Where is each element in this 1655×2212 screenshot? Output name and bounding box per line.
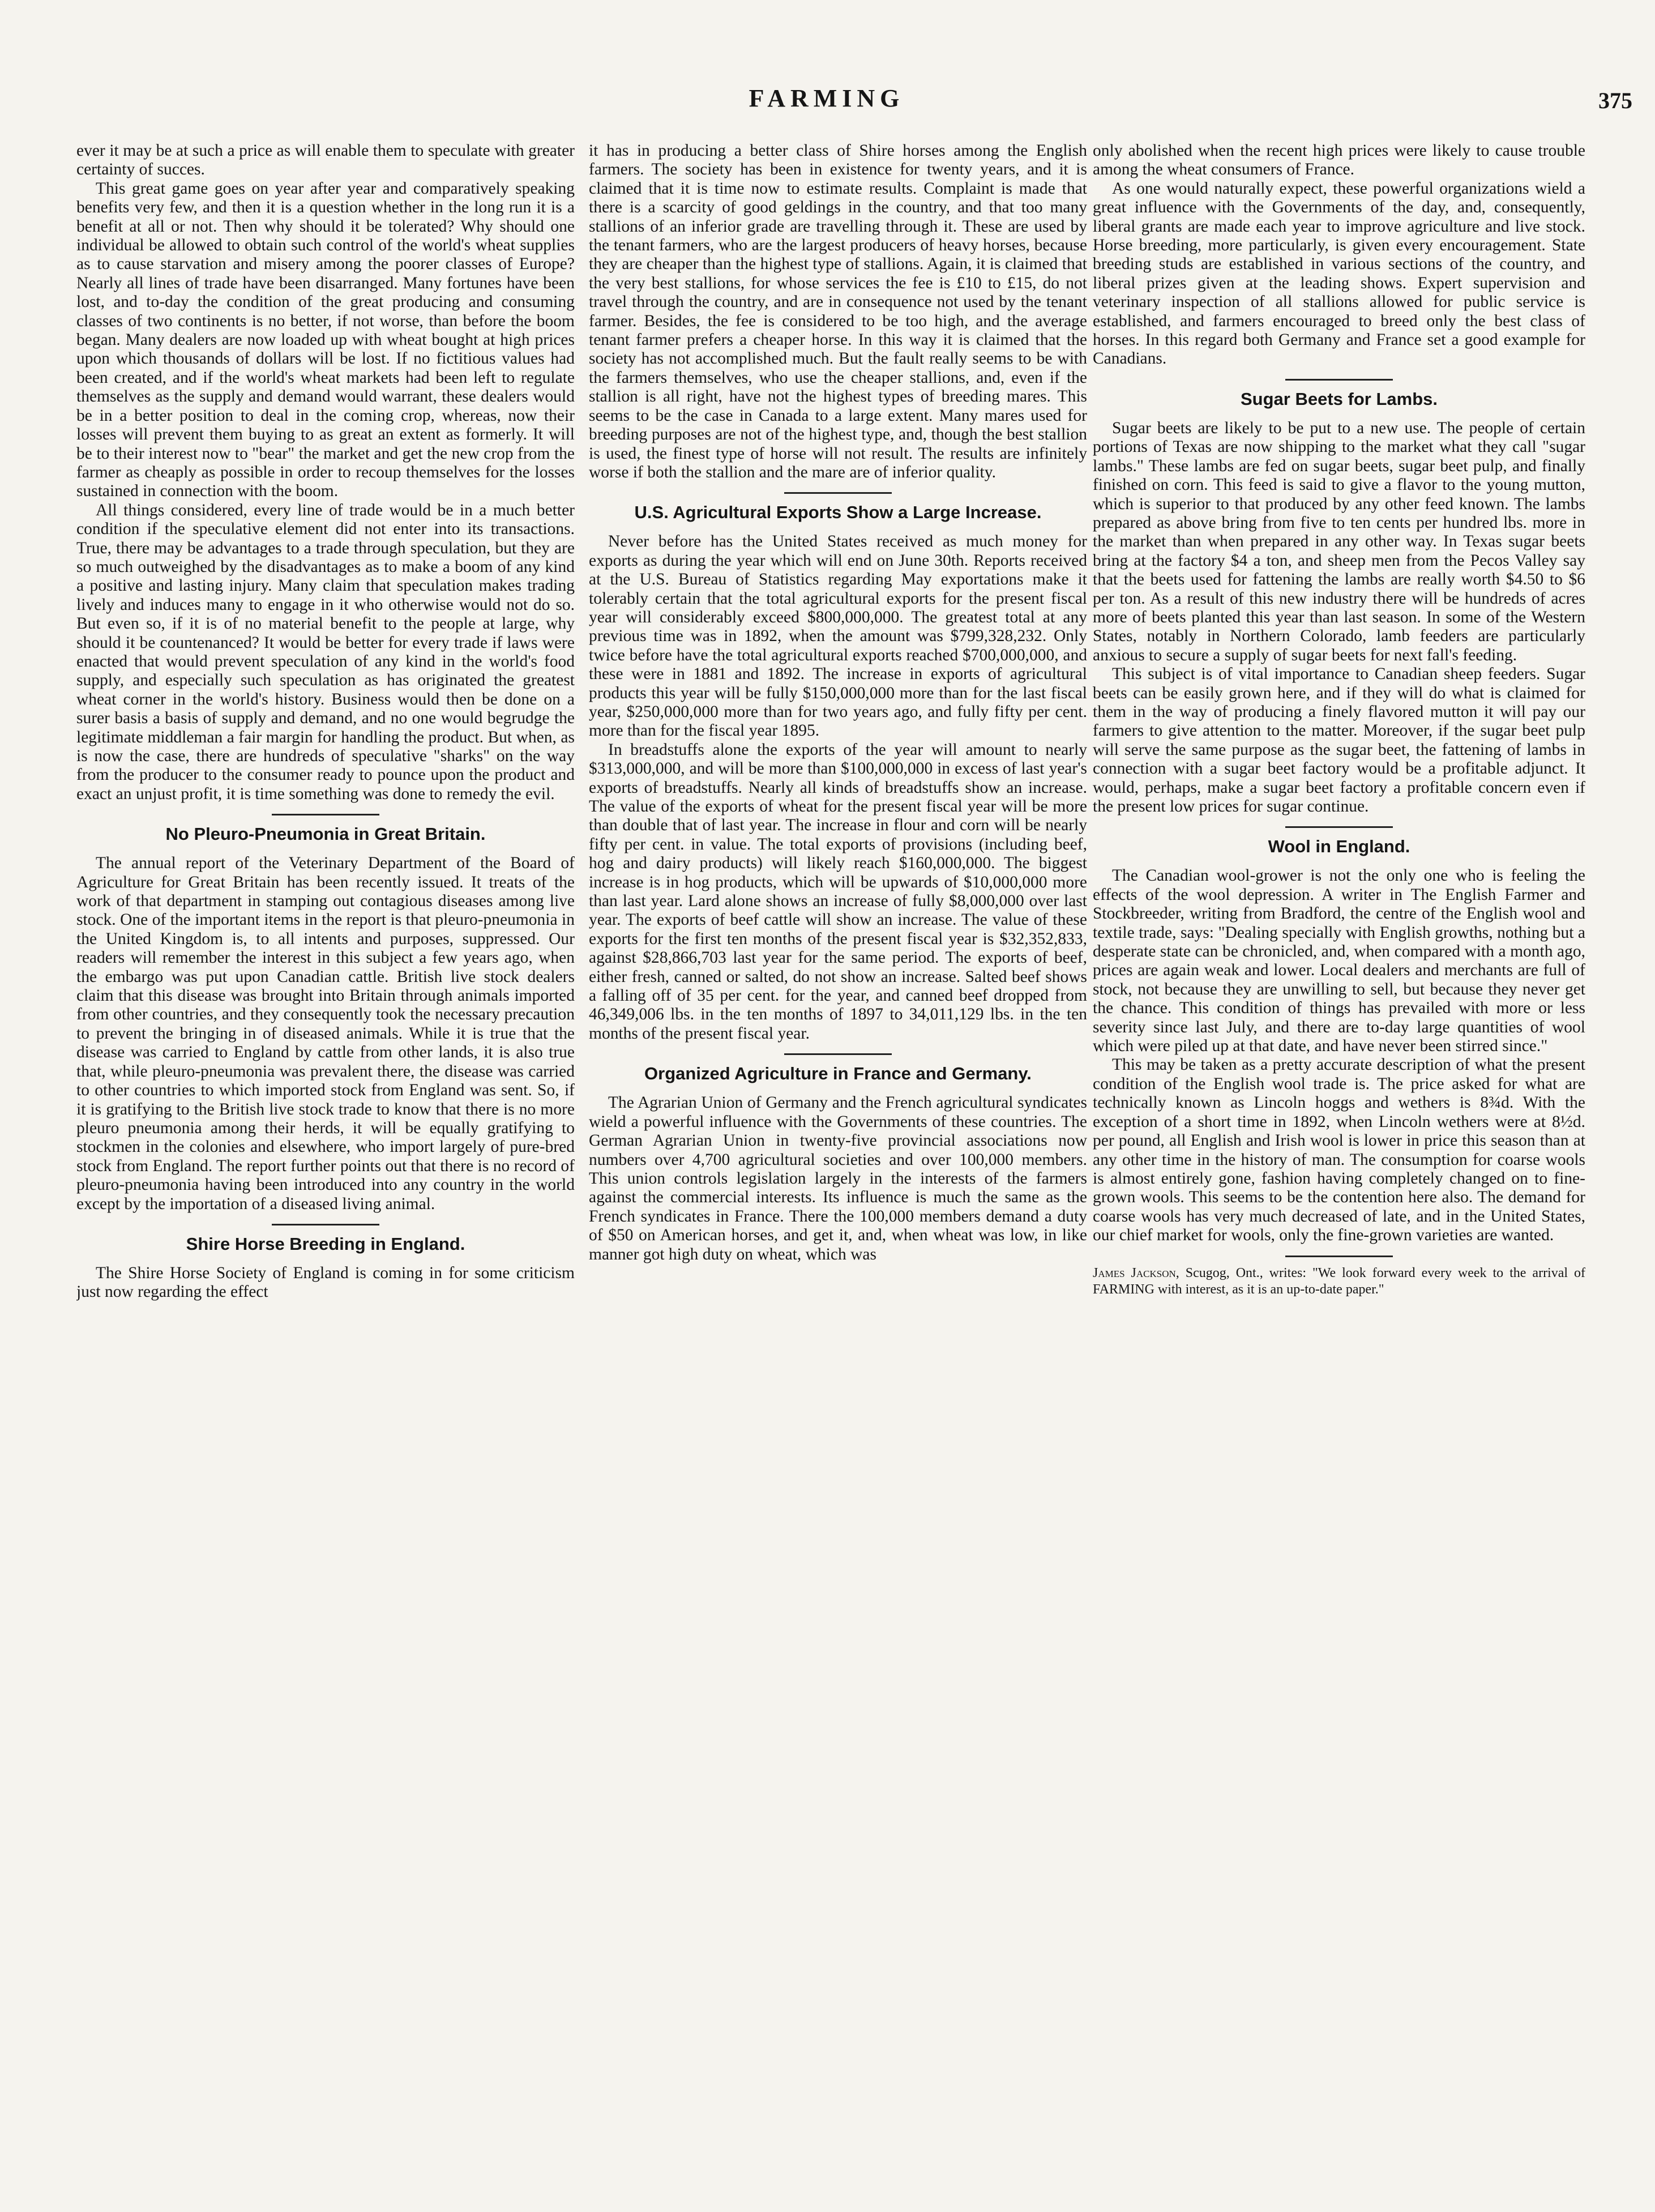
column-2 [589, 142, 1087, 2175]
article-paragraph: The Canadian wool-grower is not the only one who is feeling the effects of the wool depression. A writer in The English Farmer and Stockbreeder, writing from Bradford, the centre of the English wool and textile trade, says: "Dealing specially with English growths, nothing but a desperate state can be chronicled, and, when compared with a month ago, prices are again weak and lower. Local dealers and merchants are full of stock, not because they are unwilling to sell, but because they never get the chance. This condition of things has prevailed with more or less severity since last July, and there are to-day large quantities of wool which were piled up at that date, and have never been stirred since." [1093, 866, 1585, 1056]
article-headline: Organized Agriculture in France and Germany. [644, 1064, 1032, 1084]
article-paragraph: This may be taken as a pretty accurate description of what the present condition of the English wool trade is. The price asked for what are technically known as Lincoln hoggs and wethers is 8¾d. With the exception of a short time in 1892, when Lincoln wethers were at 8½d. per pound, all English and Irish wool is lower in price this season than at any other time in the history of man. The consumption for coarse wools is almost entirely gone, fashion having completely changed on to fine-grown wools. This seems to be the contention here also. The demand for coarse wools has very much decreased of late, and in the United States, our chief market for wools, only the fine-grown varieties are wanted. [1093, 1056, 1585, 1245]
article-headline: Shire Horse Breeding in England. [186, 1233, 465, 1254]
article-paragraph: only abolished when the recent high prices were likely to cause trouble among the wheat consumers of France. [1093, 142, 1585, 179]
article-paragraph: Never before has the United States received as much money for exports as during the year which will end on June 30th. Reports received at the U.S. Bureau of Statistics regarding May exportations make it tolerably certain that the total agricultural exports for the present fiscal year will considerably exceed $800,000,000. The greatest total at any previous time was in 1892, when the amount was $799,328,232. Only twice before have the total agricultural exports reached $700,000,000, and these were in 1881 and 1892. The increase in exports of agricultural products this year will be fully $150,000,000 more than for the last fiscal year, $250,000,000 more than for two years ago, and fully fifty per cent. more than for the fiscal year 1895. [589, 532, 1087, 740]
column-3 [1093, 142, 1585, 2175]
section-divider [1285, 826, 1393, 828]
article-paragraph: All things considered, every line of trade would be in a much better condition if the speculative element did not enter into its transactions. True, there may be advantages to a trade through speculation, but they are so much outweighed by the disadvantages as to make a boom of any kind a positive and lasting injury. Many claim that speculation makes trading lively and induces many to engage in it who otherwise would not do so. But even so, if it is of no material benefit to the people at large, why should it be countenanced? It would be better for every trade if laws were enacted that would prevent speculation of any kind in the world's food supply, and especially such speculation as has originated the greatest wheat corner in the world's history. Business would then be done on a surer basis a basis of supply and demand, and no one would begrudge the legitimate middleman a fair margin for handling the product. But when, as is now the case, there are hundreds of speculative "sharks" on the way from the producer to the consumer ready to pounce upon the product and exact an unjust profit, it is time something was done to remedy the evil. [76, 501, 575, 803]
reader-letter [1093, 1265, 1585, 1298]
article-headline: No Pleuro-Pneumonia in Great Britain. [165, 824, 486, 844]
article-headline: Sugar Beets for Lambs. [1241, 388, 1438, 409]
article-paragraph: it has in producing a better class of Shire horses among the English farmers. The society has been in existence for twenty years, and it is claimed that it is time now to estimate results. Complaint is made that there is a scarcity of good geldings in the country, and that too many stallions of an inferior grade are travelling through it. These are used by the tenant farmers, who are the largest producers of heavy horses, because they are cheaper than the highest type of stallions. Again, it is claimed that the very best stallions, for whose services the fee is £10 to £15, do not travel through the country, and are in consequence not used by the tenant farmer. Besides, the fee is considered to be too high, and the average tenant farmer prefers a cheaper horse. In this way it is claimed that the society has not accomplished much. But the fault really seems to be with the farmers themselves, who use the cheaper stallions, and, even if the stallion is all right, have not the highest types of breeding mares. This seems to be the case in Canada to a large extent. Many mares used for breeding purposes are not of the highest type, and, though the best stallion is used, the finest type of horse will not result. The results are infinitely worse if both the stallion and the mare are of inferior quality. [589, 142, 1087, 481]
section-divider [784, 1053, 892, 1055]
section-divider [784, 492, 892, 494]
article-paragraph: This great game goes on year after year and comparatively speaking benefits very few, and then it is a question whether in the long run it is a benefit at all or not. Then why should it be tolerated? Why should one individual be allowed to obtain such control of the world's wheat supplies as to cause starvation and misery among the poorer classes of Europe? Nearly all lines of trade have been disarranged. Many fortunes have been lost, and to-day the condition of the great producing and consuming classes of two continents is no better, if not worse, than before the boom began. Many dealers are now loaded up with wheat bought at high prices upon which thousands of dollars will be lost. If no fictitious values had been created, and if the world's wheat markets had been left to regulate themselves as the supply and demand would warrant, these dealers would be in a better position to deal in the coming crop, whereas, now their losses will prevent them buying to as great an extent as formerly. It will be to their interest now to "bear" the market and get the new crop from the farmer as cheaply as possible in order to recoup themselves for the losses sustained in connection with the boom. [76, 179, 575, 501]
article-paragraph: Sugar beets are likely to be put to a new use. The people of certain portions of Texas are now shipping to the market what they call "sugar lambs." These lambs are fed on sugar beets, sugar beet pulp, and finally finished on corn. This feed is said to give a flavor to the young mutton, which is superior to that produced by any other feed known. The lambs prepared as above bring from five to ten cents per hundred lbs. more in the market than when prepared in any other way. In Texas sugar beets bring at the factory $4 a ton, and sheep men from the Pecos Valley say that the beets used for fattening the lambs are really worth $4.50 to $6 per ton. As a result of this new industry there will be hundreds of acres more of beets planted this year than last season. In some of the Western States, notably in Northern Colorado, lamb feeders are particularly anxious to secure a supply of sugar beets for next fall's feeding. [1093, 419, 1585, 664]
article-paragraph: ever it may be at such a price as will enable them to speculate with greater certainty of succes. [76, 142, 575, 179]
letter-text: , Scugog, Ont., writes: "We look forward every week to the arrival of FARMING with interest, as it is an up-to-date paper." [1093, 1265, 1585, 1297]
article-paragraph: The Shire Horse Society of England is coming in for some criticism just now regarding the effect [76, 1263, 575, 1301]
article-paragraph: In breadstuffs alone the exports of the year will amount to nearly $313,000,000, and will be more than $100,000,000 in excess of last year's exports of breadstuffs. Nearly all kinds of breadstuffs show an increase. The value of the exports of wheat for the present fiscal year will be more than double that of last year. The increase in flour and corn will be nearly fifty per cent. in value. The total exports of provisions (including beef, hog and dairy products) will likely reach $160,000,000. The biggest increase is in hog products, which will be upwards of $10,000,000 more than last year. Lard alone shows an increase of fully $8,000,000 over last year. The exports of beef cattle will show an increase. The value of these exports for the first ten months of the present fiscal year is $32,352,833, against $28,866,703 last year for the same period. The exports of beef, either fresh, canned or salted, do not show an increase. Salted beef shows a falling off of 35 per cent. for the year, and canned beef dropped from 46,349,006 lbs. in the ten months of 1897 to 34,011,129 lbs. in the ten months of the present fiscal year. [589, 740, 1087, 1043]
section-divider [1285, 379, 1393, 381]
letter-author: James Jackson [1093, 1265, 1176, 1280]
article-paragraph: As one would naturally expect, these powerful organizations wield a great influence with the Governments of the day, and, consequently, liberal grants are made each year to improve agriculture and live stock. Horse breeding, more particularly, is given every encouragement. State breeding studs are established in various sections of the country, and liberal prizes given at the leading shows. Expert supervision and veterinary inspection of all stallions allowed for public service is established, and farmers encouraged to breed only the best class of horses. In this regard both Germany and France set a good example for Canadians. [1093, 179, 1585, 368]
running-head [0, 84, 1655, 123]
article-headline: Wool in England. [1268, 836, 1410, 857]
page-number: 375 [1598, 88, 1632, 113]
masthead: FARMING [749, 84, 905, 112]
article-paragraph: This subject is of vital importance to Canadian sheep feeders. Sugar beets can be easily grown here, and if they will do what is claimed for them in the way of producing a finely flavored mutton it will pay our farmers to give attention to the matter. Moreover, if the sugar beet pulp will serve the same purpose as the sugar beet, the fattening of lambs in connection with a sugar beet factory would be a profitable adjunct. It would, perhaps, make a sugar beet factory a profitable concern even if the present low prices for sugar continue. [1093, 665, 1585, 815]
section-divider [272, 1224, 379, 1225]
article-paragraph: The annual report of the Veterinary Department of the Board of Agriculture for Great Britain has been recently issued. It treats of the work of that department in stamping out contagious diseases among live stock. One of the important items in the report is that pleuro-pneumonia in the United Kingdom is, to all intents and purposes, suppressed. Our readers will remember the interest in this subject a few years ago, when the embargo was put upon Canadian cattle. British live stock dealers claim that this disease was brought into Britain through animals imported from other countries, and they consequently took the necessary precaution to prevent the bringing in of diseased animals. While it is true that the disease was carried to England by cattle from other lands, it is also true that, while pleuro-pneumonia was prevalent there, the disease was carried to other countries to which imported stock from England was sent. So, if it is gratifying to the British live stock trade to know that there is no more pleuro pneumonia among their herds, it will be equally gratifying to stockmen in the colonies and elsewhere, who import largely of pure-bred stock from England. The report further points out that there is no record of pleuro-pneumonia having been introduced into any country in the world except by the importation of a diseased living animal. [76, 854, 575, 1213]
column-1 [76, 142, 575, 2175]
section-divider [272, 814, 379, 815]
section-divider [1285, 1256, 1393, 1257]
article-paragraph: The Agrarian Union of Germany and the French agricultural syndicates wield a powerful influence with the Governments of these countries. The German Agrarian Union in twenty-five provincial associations now numbers over 4,700 agricultural societies and over 100,000 members. This union controls legislation largely in the interests of the farmers against the commercial interests. Its influence is much the same as the French syndicates in France. There the 100,000 members demand a duty of $50 on American horses, and get it, and, when wheat was low, in like manner got high duty on wheat, which was [589, 1094, 1087, 1263]
article-headline: U.S. Agricultural Exports Show a Large Increase. [634, 502, 1042, 523]
